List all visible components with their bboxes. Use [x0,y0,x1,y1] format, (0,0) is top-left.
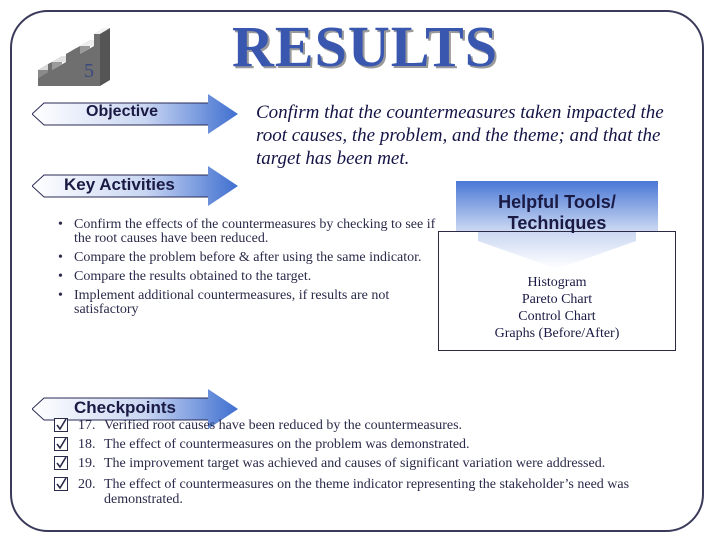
checkpoint-item: 20. The effect of countermeasures on the theme indicator representing the stakeholder’s need was demonstrated. [54,477,694,507]
page-title: RESULTS [232,14,499,79]
step-number: 5 [84,60,94,82]
list-item: • Confirm the effects of the countermeasures by checking to see if the root causes have been reduced. [58,217,436,246]
objective-text: Confirm that the countermeasures taken impacted the root causes, the problem, and the theme; and that the target has been met. [256,102,664,169]
list-item: • Implement additional countermeasures, if results are not satisfactory [58,288,390,317]
checkbox-checked-icon [54,418,68,432]
checkbox-checked-icon [54,437,68,451]
list-item: Graphs (Before/After) [494,326,620,341]
bullet-icon: • [58,269,63,284]
checkbox-checked-icon [54,456,68,470]
staircase-icon [34,20,112,92]
list-item: Histogram [527,275,587,290]
checkpoint-item: 19. The improvement target was achieved and causes of significant variation were addressed. [54,456,694,471]
checkpoints-list [54,418,694,511]
bullet-icon: • [58,217,63,232]
bullet-icon: • [58,250,63,265]
tools-list [446,274,668,342]
checkpoints-label: Checkpoints [74,398,177,417]
checkbox-checked-icon [54,477,68,491]
list-item: Control Chart [518,309,596,324]
key-activities-list [58,218,450,322]
bullet-icon: • [58,288,63,303]
list-item: • Compare the results obtained to the target. [58,269,312,284]
objective-label: Objective [86,103,159,120]
list-item: Pareto Chart [521,292,593,307]
list-item: • Compare the problem before & after using the same indicator. [58,250,422,265]
checkpoint-item: 18. The effect of countermeasures on the problem was demonstrated. [54,437,694,452]
checkpoint-item: 17. Verified root causes have been reduced by the countermeasures. [54,418,694,433]
tools-heading: Helpful Tools/ Techniques [498,192,616,233]
key-activities-label: Key Activities [64,175,175,194]
